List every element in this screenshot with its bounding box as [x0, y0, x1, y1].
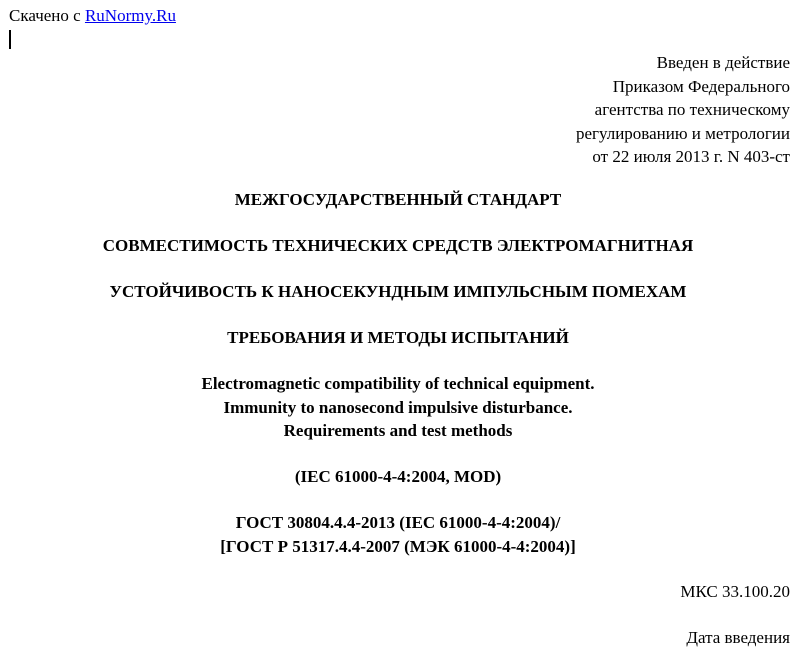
english-title-line-3: Requirements and test methods	[283, 421, 513, 440]
title-line-3: ТРЕБОВАНИЯ И МЕТОДЫ ИСПЫТАНИЙ	[227, 328, 569, 347]
source-line	[9, 6, 176, 26]
intro-line-4: регулированию и метрологии	[575, 123, 790, 143]
title-line-2: УСТОЙЧИВОСТЬ К НАНОСЕКУНДНЫМ ИМПУЛЬСНЫМ ПОМЕХАМ	[109, 282, 687, 301]
intro-line-1: Введен в действие	[656, 53, 790, 72]
intro-line-2: Приказом Федерального	[612, 76, 790, 96]
title-line-1: СОВМЕСТИМОСТЬ ТЕХНИЧЕСКИХ СРЕДСТВ ЭЛЕКТРОМАГНИТНАЯ	[102, 236, 694, 255]
text-cursor	[9, 30, 11, 49]
intro-block	[576, 51, 790, 169]
iec-reference: (IEC 61000-4-4:2004, MOD)	[294, 467, 502, 486]
mks-code: МКС 33.100.20	[680, 582, 790, 601]
gost-line-1: ГОСТ 30804.4.4-2013 (IEC 61000-4-4:2004)/	[235, 513, 561, 532]
english-title	[0, 372, 796, 443]
runormy-link[interactable]: RuNormy.Ru	[84, 6, 176, 25]
gost-designation	[0, 511, 796, 558]
intro-date-label: Дата введения	[686, 628, 790, 647]
intro-line-3: агентства по техническому	[594, 100, 790, 119]
gost-line-2: [ГОСТ Р 51317.4.4-2007 (МЭК 61000-4-4:2004)]	[220, 536, 576, 556]
english-title-line-2: Immunity to nanosecond impulsive disturbance.	[223, 397, 573, 417]
source-prefix: Скачено с	[9, 6, 85, 25]
intro-line-5: от 22 июля 2013 г. N 403-ст	[592, 147, 790, 166]
standard-type-heading: МЕЖГОСУДАРСТВЕННЫЙ СТАНДАРТ	[234, 190, 562, 209]
english-title-line-1: Electromagnetic compatibility of technical equipment.	[201, 374, 595, 393]
